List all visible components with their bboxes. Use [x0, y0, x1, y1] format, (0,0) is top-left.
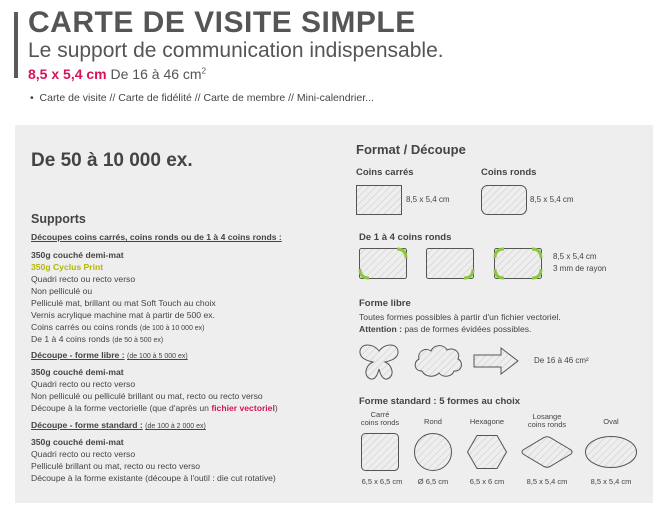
size-line [28, 66, 206, 82]
butterfly-shape-icon [359, 343, 399, 381]
card-area-range: De 16 à 46 $cm^2$ [110, 66, 207, 82]
circle-shape-icon [414, 433, 452, 471]
dimension: 8,5 x 5,4 cm [553, 252, 597, 261]
spec-line: Découpe à la forme existante (découpe à l'outil : die cut rotative) [31, 473, 276, 483]
shape-dimension: 6,5 x 6 cm [469, 477, 505, 486]
shape-name: Hexagone [469, 417, 505, 426]
free-form-warning: Attention : pas de formes évidées possibles. [359, 324, 532, 334]
shape-name: Oval [603, 417, 619, 426]
dimension: 8,5 x 5,4 cm [530, 195, 574, 204]
label-square-corners: Coins carrés [356, 167, 414, 178]
usage-list: • Carte de visite // Carte de fidélité // Carte de membre // Mini-calendrier... [30, 92, 374, 104]
page-title: CARTE DE VISITE SIMPLE [28, 6, 416, 39]
spec-line: Non pelliculé ou pelliculé brillant ou mat, recto ou recto verso [31, 391, 263, 401]
shape-dimension: 8,5 x 5,4 cm [590, 477, 632, 486]
paper-type: 350g couché demi-mat [31, 437, 124, 447]
spec-line: Pelliculé brillant ou mat, recto ou recto verso [31, 461, 201, 471]
free-form-area: De 16 à 46 cm² [534, 356, 589, 365]
spec-line: Pelliculé mat, brillant ou mat Soft Touch au choix [31, 298, 216, 308]
shape-name: Losange coins ronds [527, 412, 567, 429]
free-form-desc: Toutes formes possibles à partir d'un fichier vectoriel. [359, 312, 561, 322]
label-round-corners: Coins ronds [481, 167, 537, 178]
spec-line: De 1 à 4 coins ronds (de 50 à 500 ex) [31, 334, 164, 344]
shape-dimension: 6,5 x 6,5 cm [361, 477, 403, 486]
corners-title: De 1 à 4 coins ronds [359, 232, 452, 243]
page-subtitle: Le support de communication indispensable. [28, 39, 444, 62]
dimension: 8,5 x 5,4 cm [406, 195, 450, 204]
free-form-title: Forme libre [359, 298, 411, 309]
quantity-range: De 50 à 10 000 ex. [31, 150, 193, 171]
section-heading-free: Découpe - forme libre : (de 100 à 5 000 ex) [31, 350, 188, 360]
four-round-corners-icon [494, 248, 542, 279]
spec-line: Coins carrés ou coins ronds (de 100 à 10 000 ex) [31, 322, 205, 332]
shape-dimension: 8,5 x 5,4 cm [526, 477, 568, 486]
section-heading-standard: Découpe - forme standard : (de 100 à 2 000 ex) [31, 420, 206, 430]
corner-radius: 3 mm de rayon [553, 264, 607, 273]
supports-title: Supports [31, 212, 86, 226]
paper-type: 350g couché demi-mat [31, 367, 124, 377]
cloud-shape-icon [412, 343, 464, 379]
vector-file-link[interactable]: fichier vectoriel [211, 403, 275, 413]
card-size: 8,5 x 5,4 cm [28, 66, 107, 82]
shape-name: Rond [424, 417, 442, 426]
round-corner-card-icon [481, 185, 527, 215]
shape-name: Carré coins ronds [360, 410, 400, 427]
spec-line: Vernis acrylique machine mat à partir de 500 ex. [31, 310, 215, 320]
arrow-shape-icon [473, 347, 519, 375]
diamond-shape-icon [520, 436, 574, 468]
shape-dimension: Ø 6,5 cm [417, 477, 449, 486]
square-round-corners-shape-icon [361, 433, 399, 471]
spec-line: Non pelliculé ou [31, 286, 93, 296]
spec-line: Quadri recto ou recto verso [31, 449, 136, 459]
spec-line: Quadri recto ou recto verso [31, 274, 136, 284]
oval-shape-icon [585, 436, 637, 468]
paper-type: 350g couché demi-mat [31, 250, 124, 260]
one-round-corner-icon [426, 248, 474, 279]
header-accent-bar [14, 12, 18, 78]
format-title: Format / Découpe [356, 142, 466, 157]
standard-shapes-title: Forme standard : 5 formes au choix [359, 396, 521, 407]
square-corner-card-icon [356, 185, 402, 215]
spec-line: Quadri recto ou recto verso [31, 379, 136, 389]
section-heading-corners: Découpes coins carrés, coins ronds ou de 1 à 4 coins ronds : [31, 232, 282, 242]
paper-type-alt: 350g Cyclus Print [31, 262, 104, 272]
spec-line: Découpe à la forme vectorielle (que d'après un fichier vectoriel) [31, 403, 278, 413]
two-round-corners-icon [359, 248, 407, 279]
hexagon-shape-icon [467, 435, 507, 469]
